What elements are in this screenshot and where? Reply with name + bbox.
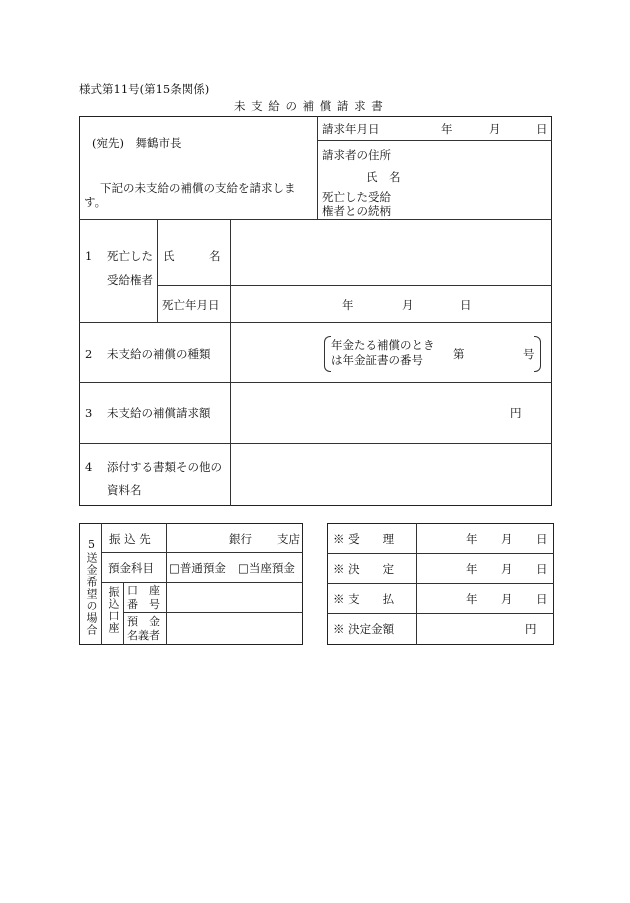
office-amount-label: ※ 決定金額 xyxy=(333,622,395,636)
death-date-label: 死亡年月日 xyxy=(162,298,220,312)
request-text-line2: す。 xyxy=(84,195,107,209)
account-side-label: 振込口座 xyxy=(107,586,120,634)
ordinary-deposit-checkbox[interactable]: □普通預金 xyxy=(169,561,226,575)
pension-note-line1: 年金たる補償のとき xyxy=(331,338,435,352)
section3-label: 未支給の補償請求額 xyxy=(107,406,211,420)
section2-number: 2 xyxy=(85,347,93,361)
section4-label-line2: 資料名 xyxy=(107,483,142,497)
request-date-label: 請求年月日 xyxy=(322,122,380,136)
office-payment-month: 月 xyxy=(501,592,513,606)
right-bracket-icon xyxy=(534,336,541,372)
death-date-day: 日 xyxy=(460,298,472,312)
request-date-month: 月 xyxy=(489,122,501,136)
office-decision-month: 月 xyxy=(501,562,513,576)
office-payment-label: ※ 支 払 xyxy=(333,592,395,606)
account-number-label-line1: 口 座 xyxy=(127,584,160,597)
section4-number: 4 xyxy=(85,460,93,474)
form-number: 様式第11号(第15条関係) xyxy=(79,82,210,96)
request-date-day: 日 xyxy=(536,122,548,136)
office-receipt-month: 月 xyxy=(501,532,513,546)
death-date-year: 年 xyxy=(342,298,354,312)
payee-label: 振 込 先 xyxy=(109,532,151,546)
request-text-line1: 下記の未支給の補償の支給を請求しま xyxy=(100,181,296,195)
section3-number: 3 xyxy=(85,406,93,420)
section4-label-line1: 添付する書類その他の xyxy=(107,460,222,474)
section1-number: 1 xyxy=(85,249,93,263)
pension-note-line2: は年金証書の番号 xyxy=(331,353,423,367)
addressee: (宛先) 舞鶴市長 xyxy=(92,136,182,150)
account-holder-label-line2: 名義者 xyxy=(127,629,160,642)
office-receipt-day: 日 xyxy=(536,532,548,546)
current-deposit-checkbox[interactable]: □当座預金 xyxy=(238,561,295,575)
office-decision-year: 年 xyxy=(466,562,478,576)
certificate-dai: 第 xyxy=(453,347,465,361)
main-table xyxy=(79,116,552,506)
death-date-month: 月 xyxy=(402,298,414,312)
section1-label-line1: 死亡した xyxy=(107,249,153,263)
certificate-go: 号 xyxy=(523,347,535,361)
address-label: 請求者の住所 xyxy=(322,148,391,162)
office-payment-day: 日 xyxy=(536,592,548,606)
office-decision-day: 日 xyxy=(536,562,548,576)
remittance-side-label: 5送金希望の場合 xyxy=(85,538,98,636)
account-holder-label-line1: 預 金 xyxy=(127,615,160,628)
left-bracket-icon xyxy=(324,336,331,372)
claimant-name-label: 氏 名 xyxy=(366,170,401,184)
deposit-type-label: 預金科目 xyxy=(108,561,154,575)
section3-yen: 円 xyxy=(510,406,522,420)
office-receipt-year: 年 xyxy=(466,532,478,546)
office-amount-yen: 円 xyxy=(525,622,537,636)
office-receipt-label: ※ 受 理 xyxy=(333,532,395,546)
relation-label-line2: 権者との続柄 xyxy=(322,204,391,218)
office-decision-label: ※ 決 定 xyxy=(333,562,395,576)
form-title: 未 支 給 の 補 償 請 求 書 xyxy=(234,99,384,113)
bank-label: 銀行 xyxy=(229,532,252,546)
section2-label: 未支給の補償の種類 xyxy=(107,347,211,361)
account-number-label-line2: 番 号 xyxy=(127,598,160,611)
relation-label-line1: 死亡した受給 xyxy=(322,190,391,204)
deceased-name-label: 氏 名 xyxy=(163,249,221,263)
section1-label-line2: 受給権者 xyxy=(107,273,153,287)
branch-label: 支店 xyxy=(277,532,300,546)
office-payment-year: 年 xyxy=(466,592,478,606)
request-date-year: 年 xyxy=(441,122,453,136)
